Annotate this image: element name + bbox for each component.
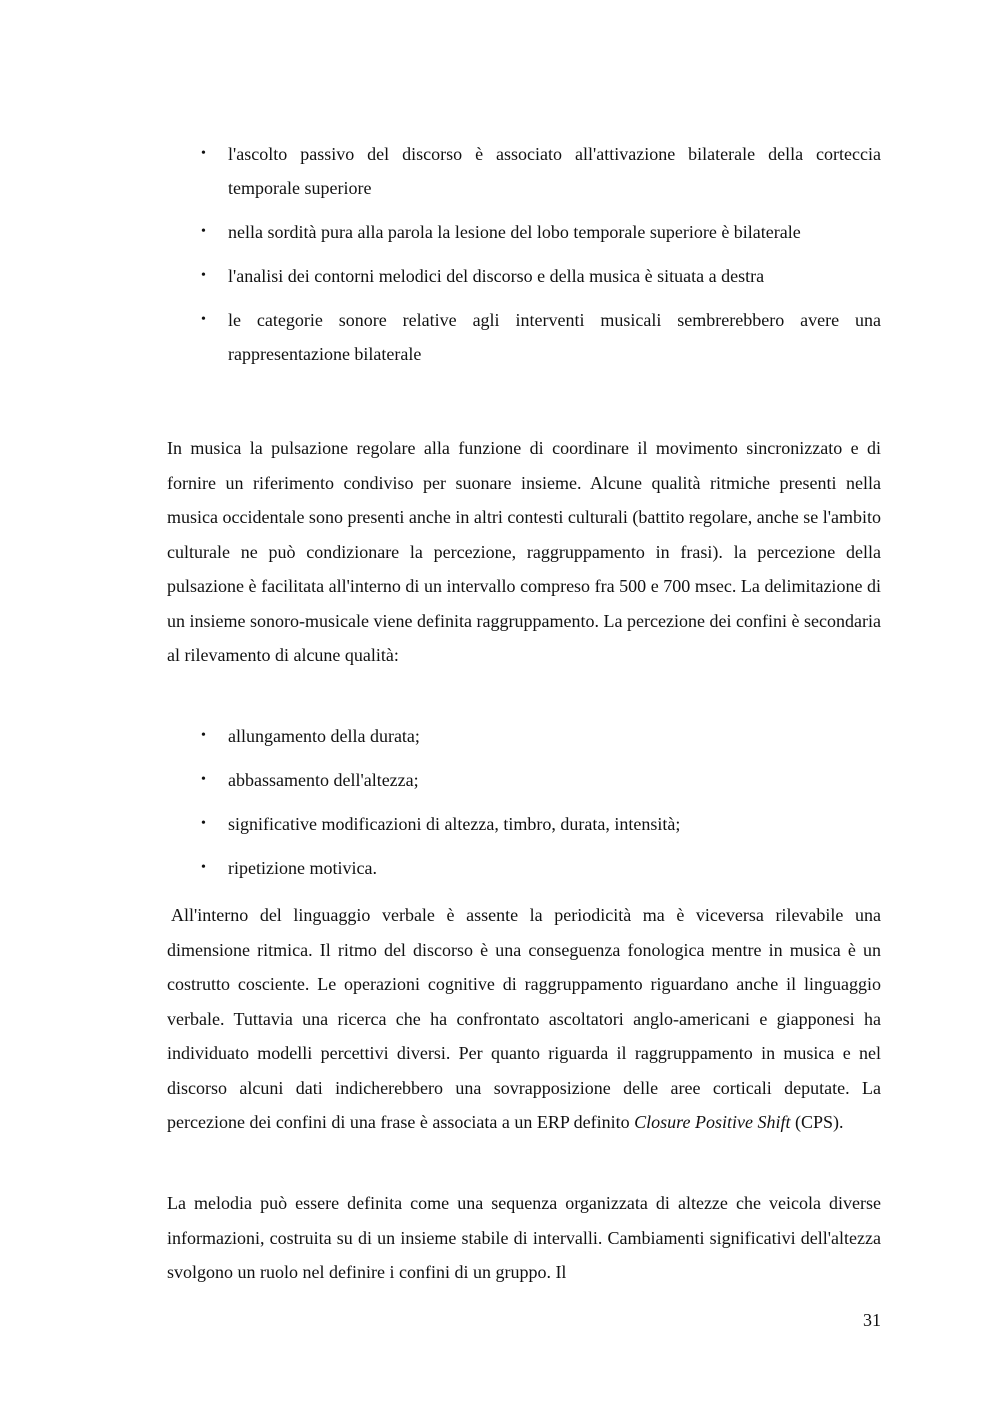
bullet-list-qualities <box>167 719 881 885</box>
paragraph-text: In musica la pulsazione regolare alla funzione di coordinare il movimento sincronizzato e di fornire un riferimento condiviso per suonare insieme. Alcune qualità ritmiche presenti nella musica occidentale sono presenti anche in altri contesti culturali (battito regolare, anche se l'ambito culturale ne può condizionare la percezione, raggruppamento in frasi). la percezione della pulsazione è facilitata all'interno di un intervallo compreso fra 500 e 700 msec. La delimitazione di un insieme sonoro-musicale viene definita raggruppamento. La percezione dei confini è secondaria al rilevamento di alcune qualità: <box>167 438 881 665</box>
paragraph-text-part: All'interno del linguaggio verbale è assente la periodicità ma è viceversa rilevabile una dimensione ritmica. Il ritmo del discorso è una conseguenza fonologica mentre in musica è un costrutto cosciente. Le operazioni cognitive di raggruppamento riguardano anche il linguaggio verbale. Tuttavia una ricerca che ha confrontato ascoltatori anglo-americani e giapponesi ha individuato modelli percettivi diversi. Per quanto riguarda il raggruppamento in musica e nel discorso alcuni dati indicherebbero una sovrapposizione delle aree corticali deputate. La percezione dei confini di una frase è associata a un ERP definito <box>167 905 881 1132</box>
body-paragraph <box>167 898 881 1140</box>
list-item <box>167 303 881 371</box>
list-item <box>167 215 881 249</box>
bullet-icon: • <box>201 728 206 743</box>
list-item <box>167 137 881 205</box>
list-item <box>167 763 881 797</box>
bullet-icon: • <box>201 772 206 787</box>
bullet-icon: • <box>201 268 206 283</box>
body-paragraph <box>167 431 881 673</box>
bullet-icon: • <box>201 860 206 875</box>
bullet-icon: • <box>201 224 206 239</box>
list-item <box>167 719 881 753</box>
term-italic: Closure Positive Shift <box>634 1112 791 1132</box>
list-item <box>167 851 881 885</box>
list-item-text: nella sordità pura alla parola la lesione del lobo temporale superiore è bilaterale <box>228 222 801 242</box>
paragraph-text-part: (CPS). <box>790 1112 844 1132</box>
list-item-text: significative modificazioni di altezza, timbro, durata, intensità; <box>228 814 681 834</box>
list-item-text: abbassamento dell'altezza; <box>228 770 419 790</box>
list-item-text: l'ascolto passivo del discorso è associato all'attivazione bilaterale della corteccia temporale superiore <box>228 144 881 198</box>
list-item-text: l'analisi dei contorni melodici del discorso e della musica è situata a destra <box>228 266 765 286</box>
list-item-text: ripetizione motivica. <box>228 858 377 878</box>
list-item <box>167 807 881 841</box>
bullet-icon: • <box>201 312 206 327</box>
bullet-icon: • <box>201 816 206 831</box>
bullet-list-top <box>167 137 881 371</box>
body-paragraph <box>167 1186 881 1290</box>
paragraph-text <box>167 898 881 1140</box>
bullet-icon: • <box>201 146 206 161</box>
list-item-text: le categorie sonore relative agli interventi musicali sembrerebbero avere una rappresentazione bilaterale <box>228 310 881 364</box>
paragraph-text: La melodia può essere definita come una sequenza organizzata di altezze che veicola diverse informazioni, costruita su di un insieme stabile di intervalli. Cambiamenti significativi dell'altezza svolgono un ruolo nel definire i confini di un gruppo. Il <box>167 1193 881 1282</box>
list-item-text: allungamento della durata; <box>228 726 420 746</box>
list-item <box>167 259 881 293</box>
page-number: 31 <box>863 1310 881 1330</box>
